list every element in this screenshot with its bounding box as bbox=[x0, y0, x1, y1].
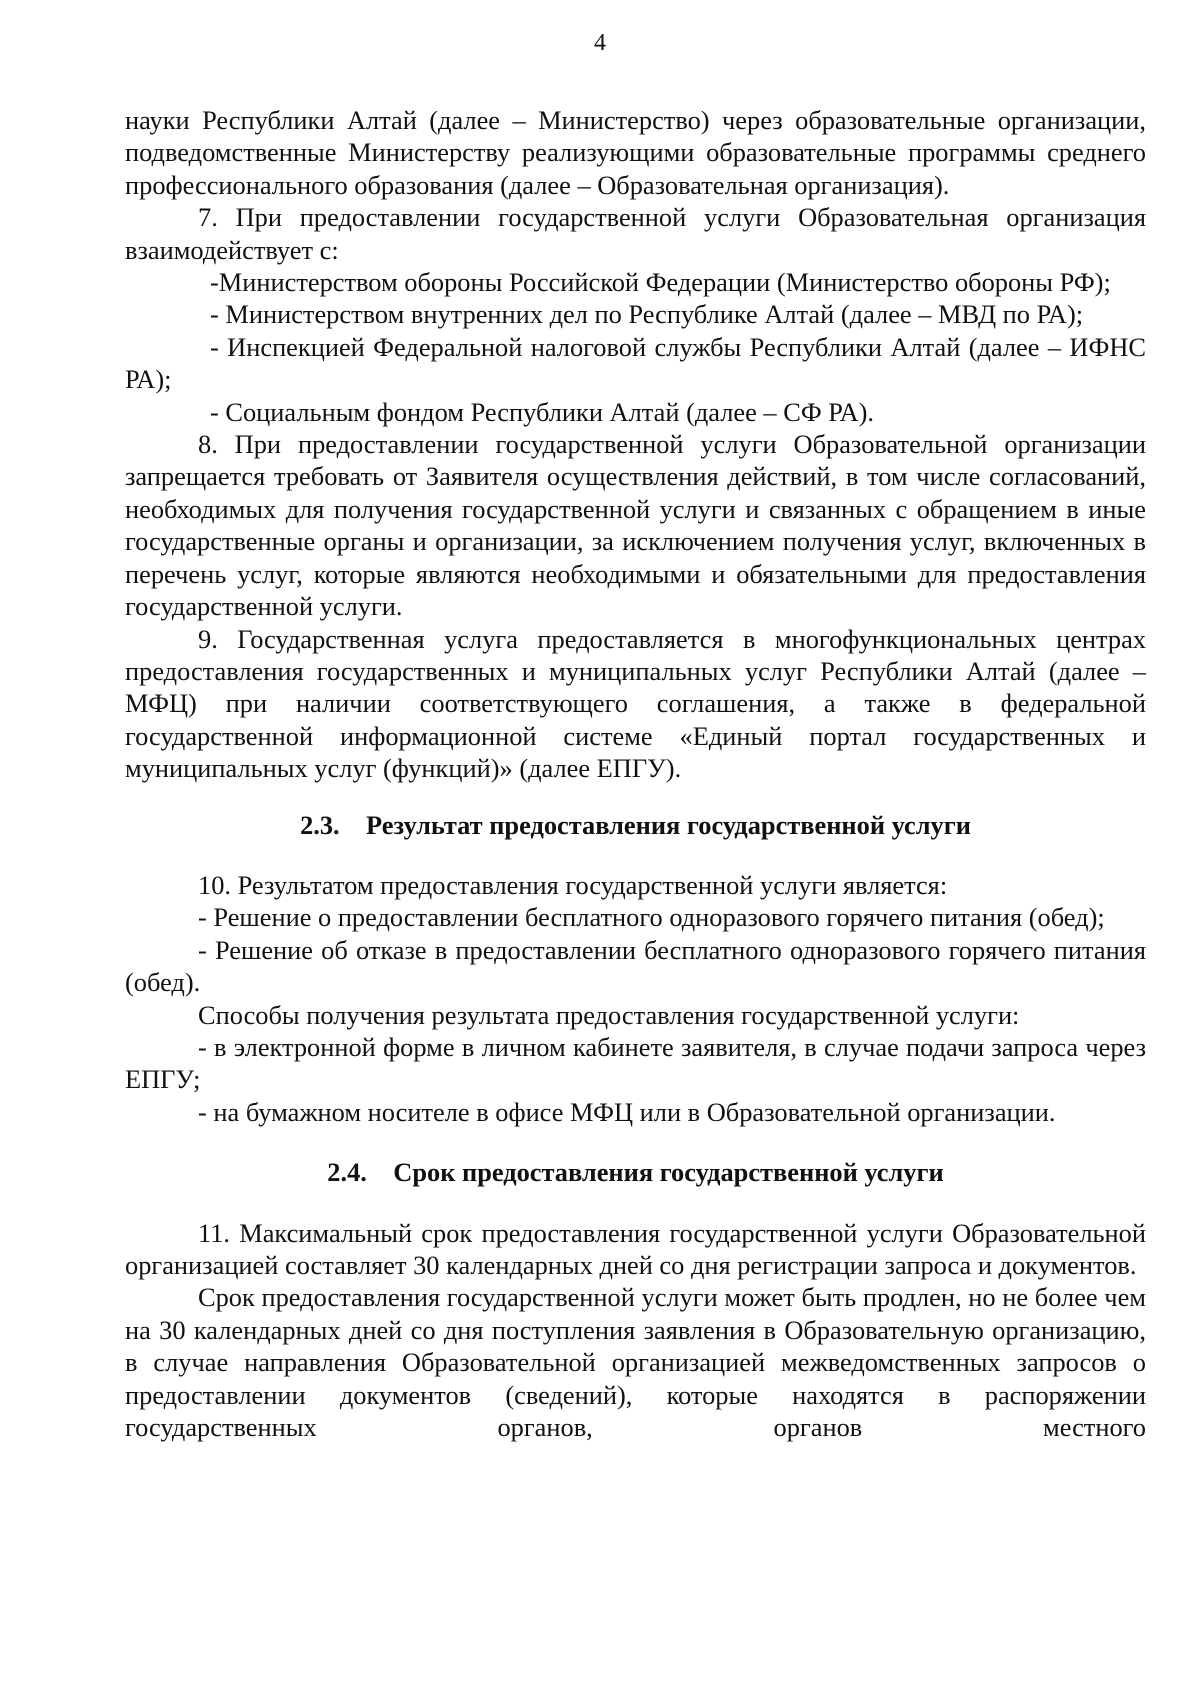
page-number: 4 bbox=[594, 30, 606, 56]
paragraph-10: 10. Результатом предоставления государственной услуги является: bbox=[198, 869, 948, 900]
paragraph-11: 11. Максимальный срок предоставления государственной услуги Образовательной организацией составляет 30 календарных дней со дня регистрации запроса и документов. bbox=[125, 1217, 1146, 1280]
paragraph-9: 9. Государственная услуга предоставляется в многофункциональных центрах предоставления государственных и муниципальных услуг Республики Алтай (далее – МФЦ) при наличии соответствующего соглашения, а также в федеральной государственной информационной системе «Единый портал государственных и муниципальных услуг (функций)» (далее ЕПГУ). bbox=[125, 623, 1146, 784]
section-heading-2-3: 2.3. Результат предоставления государственной услуги bbox=[300, 809, 971, 840]
list-item-ministry-defense: -Министерством обороны Российской Федерации (Министерство обороны РФ); bbox=[210, 267, 1111, 298]
paragraph-methods: Способы получения результата предоставления государственной услуги: bbox=[198, 999, 1020, 1030]
list-item-decision-refuse: - Решение об отказе в предоставлении бесплатного одноразового горячего питания (обед). bbox=[125, 934, 1146, 998]
list-item-electronic: - в электронной форме в личном кабинете заявителя, в случае подачи запроса через ЕПГУ; bbox=[125, 1031, 1146, 1095]
list-item-paper: - на бумажном носителе в офисе МФЦ или в Образовательной организации. bbox=[198, 1096, 1056, 1127]
paragraph-7: 7. При предоставлении государственной услуги Образовательная организация взаимодействует с: bbox=[125, 202, 1146, 265]
document-body bbox=[125, 104, 1146, 1443]
list-item-ministry-interior: - Министерством внутренних дел по Республике Алтай (далее – МВД по РА); bbox=[210, 299, 1084, 330]
paragraph-extension: Срок предоставления государственной услуги может быть продлен, но не более чем на 30 календарных дней со дня поступления заявления в Образовательную организацию, в случае направления Образовательной организацией межведомственных запросов о предоставлении документов (сведений), которые находятся в распоряжении государственных органов, органов местного bbox=[125, 1282, 1146, 1443]
list-item-tax-inspection: - Инспекцией Федеральной налоговой службы Республики Алтай (далее – ИФНС РА); bbox=[125, 331, 1146, 395]
paragraph-8: 8. При предоставлении государственной услуги Образовательной организации запрещается требовать от Заявителя осуществления действий, в том числе согласований, необходимых для получения государственной услуги и связанных с обращением в иные государственные органы и организации, за исключением получения услуг, включенных в перечень услуг, которые являются необходимыми и обязательными для предоставления государственной услуги. bbox=[125, 429, 1146, 622]
paragraph-intro: науки Республики Алтай (далее – Министерство) через образовательные организации, подведомственные Министерству реализующими образовательные программы среднего профессионального образования (далее – Образовательная организация). bbox=[125, 105, 1146, 200]
list-item-decision-grant: - Решение о предоставлении бесплатного одноразового горячего питания (обед); bbox=[198, 902, 1105, 933]
section-heading-2-4: 2.4. Срок предоставления государственной услуги bbox=[327, 1157, 944, 1188]
list-item-social-fund: - Социальным фондом Республики Алтай (далее – СФ РА). bbox=[210, 396, 875, 427]
